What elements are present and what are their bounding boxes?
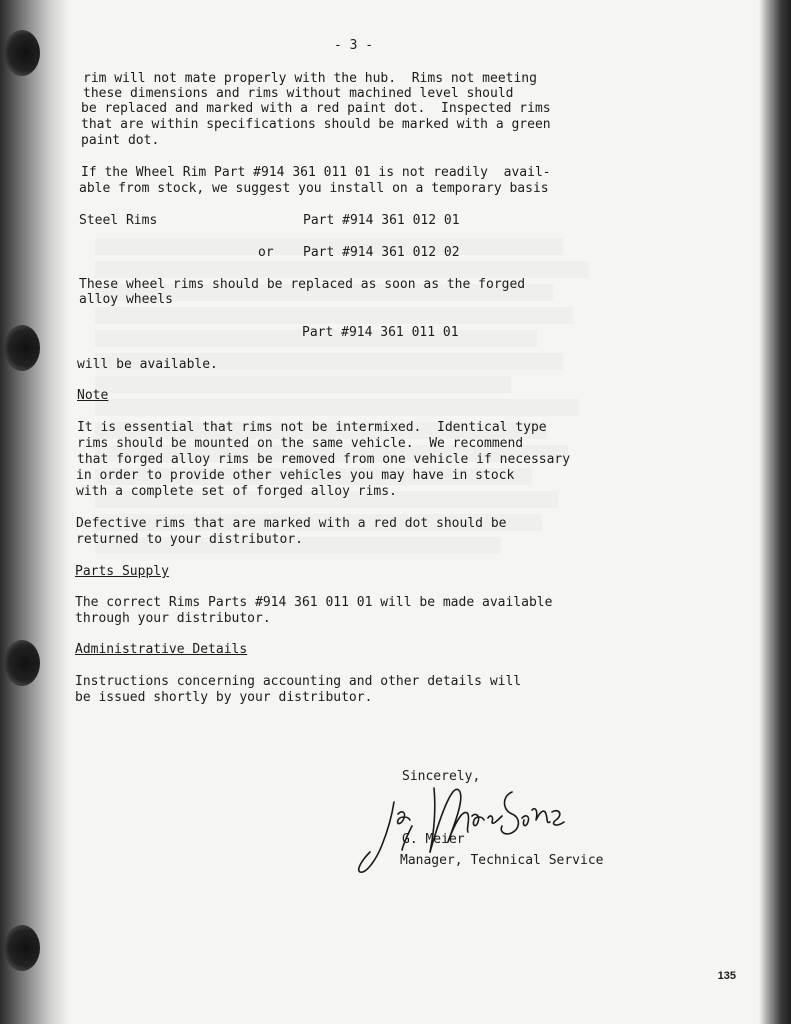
parts-supply-line1: The correct Rims Parts #914 361 011 01 will be made available <box>75 595 553 610</box>
para3-line2: alloy wheels <box>79 292 173 307</box>
binder-hole <box>4 640 40 686</box>
binder-hole <box>4 925 40 971</box>
para1-line3: be replaced and marked with a red paint dot. Inspected rims <box>81 101 551 116</box>
binder-hole <box>4 325 40 371</box>
para1-line4: that are within specifications should be marked with a green <box>81 117 551 132</box>
page-edge-shadow <box>759 0 791 1024</box>
para1-line2: these dimensions and rims without machined level should <box>83 86 514 101</box>
para2-line1: If the Wheel Rim Part #914 361 011 01 is not readily avail- <box>81 165 551 180</box>
closing-title: Manager, Technical Service <box>400 853 604 868</box>
closing-sincerely: Sincerely, <box>402 769 481 784</box>
para1-line1: rim will not mate properly with the hub. Rims not meeting <box>83 71 537 86</box>
parts-supply-line2: through your distributor. <box>75 611 271 626</box>
admin-line1: Instructions concerning accounting and other details will <box>75 674 522 689</box>
binder-shadow <box>0 0 70 1024</box>
note-line1: It is essential that rims not be intermixed. Identical type <box>77 420 547 435</box>
para3-line1: These wheel rims should be replaced as soon as the forged <box>79 277 526 292</box>
note-heading: Note <box>77 388 109 403</box>
or-label: or <box>258 245 274 260</box>
part-number-2: Part #914 361 012 02 <box>303 245 460 260</box>
para2-line2: able from stock, we suggest you install on a temporary basis <box>79 181 549 196</box>
note-line4: in order to provide other vehicles you may have in stock <box>76 468 515 483</box>
part-number-1: Part #914 361 012 01 <box>303 213 460 228</box>
steel-rims-label: Steel Rims <box>79 213 158 228</box>
para3-line3: will be available. <box>77 357 218 372</box>
admin-line2: be issued shortly by your distributor. <box>75 690 373 705</box>
page-marker: - 3 - <box>334 38 374 53</box>
note-line2: rims should be mounted on the same vehicle. We recommend <box>77 436 524 451</box>
closing-name: G. Meier <box>402 832 465 847</box>
para1-line5: paint dot. <box>81 133 160 148</box>
note-line3: that forged alloy rims be removed from one vehicle if necessary <box>77 452 571 467</box>
binder-hole <box>4 30 40 76</box>
defective-line1: Defective rims that are marked with a red dot should be <box>76 516 507 531</box>
defective-line2: returned to your distributor. <box>76 532 303 547</box>
admin-heading: Administrative Details <box>75 642 248 657</box>
page-number: 135 <box>717 970 736 982</box>
parts-supply-heading: Parts Supply <box>75 564 169 579</box>
part-number-3: Part #914 361 011 01 <box>302 325 459 340</box>
note-line5: with a complete set of forged alloy rims. <box>76 484 397 499</box>
